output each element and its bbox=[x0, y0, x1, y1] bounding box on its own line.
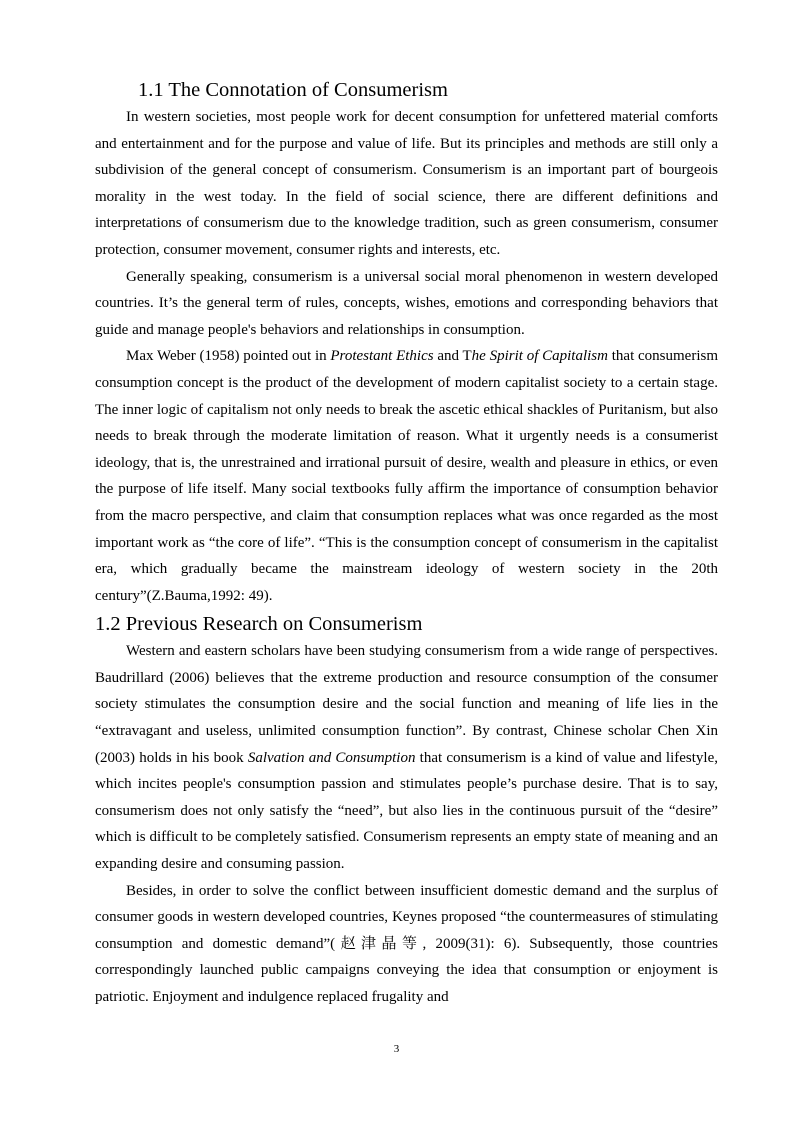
document-page bbox=[95, 76, 718, 1011]
text-segment: Western and eastern scholars have been studying consumerism from a wide range of perspectives. Baudrillard (2006) believes that the extreme production and resource consumption of the consumer society stimulates the consumption desire and the social function and meaning of life lies in the “extravagant and useless, unlimited consumption function”. By contrast, Chinese scholar Chen Xin (2003) holds in his book bbox=[95, 643, 718, 766]
book-title-spirit-of-capitalism: he Spirit of Capitalism bbox=[471, 348, 608, 365]
paragraph-western-eastern-scholars bbox=[95, 638, 718, 877]
page-number: 3 bbox=[393, 1043, 400, 1055]
text-segment: and T bbox=[433, 348, 472, 365]
text-segment: Max Weber (1958) pointed out in bbox=[126, 348, 331, 365]
section-heading-previous-research: 1.2 Previous Research on Consumerism bbox=[95, 613, 423, 636]
book-title-salvation-and-consumption: Salvation and Consumption bbox=[247, 749, 416, 766]
paragraph-generally-speaking: Generally speaking, consumerism is a universal social moral phenomenon in western developed countries. It’s the general term of rules, concepts, wishes, emotions and corresponding behaviors that guide and manage people's behaviors and relationships in consumption. bbox=[95, 268, 718, 338]
paragraph-western-societies: In western societies, most people work for decent consumption for unfettered material comforts and entertainment and for the purpose and value of life. But its principles and methods are still only a subdivision of the general concept of consumerism. Consumerism is an important part of bourgeois morality in the west today. In the field of social science, there are different definitions and interpretations of consumerism due to the knowledge tradition, such as green consumerism, consumer protection, consumer movement, consumer rights and interests, etc. bbox=[95, 109, 718, 258]
paragraph-max-weber bbox=[95, 343, 718, 609]
section-heading-connotation: 1.1 The Connotation of Consumerism bbox=[138, 79, 448, 101]
text-segment: that consumerism consumption concept is the product of the development of modern capitalist society to a certain stage. The inner logic of capitalism not only needs to break the ascetic ethical shackles of Puritanism, but also needs to break through the moderate limitation of reason. What it urgently needs is a consumerist ideology, that is, the unrestrained and irrational pursuit of desire, wealth and pleasure in ethics, or even the purpose of life itself. Many social textbooks fully affirm the importance of consumption behavior from the macro perspective, and claim that consumption replaces what was once regarded as the most important work as “the core of life”. “This is the consumption concept of consumerism in the capitalist era, which gradually became the mainstream ideology of western society in the 20th century”(Z.Bauma,1992: 49). bbox=[95, 348, 718, 604]
paragraph-besides-keynes: Besides, in order to solve the conflict between insufficient domestic demand and the surplus of consumer goods in western developed countries, Keynes proposed “the countermeasures of stimulating consumption and domestic demand”(赵津晶等, 2009(31): 6). Subsequently, those countries correspondingly launched public campaigns conveying the idea that consumption or enjoyment is patriotic. Enjoyment and indulgence replaced frugality and bbox=[95, 882, 718, 1005]
text-segment: that consumerism is a kind of value and lifestyle, which incites people's consumption passion and stimulates people’s purchase desire. That is to say, consumerism does not only satisfy the “need”, but also lies in the continuous pursuit of the “desire” which is difficult to be completely satisfied. Consumerism represents an empty state of meaning and an expanding desire and consuming passion. bbox=[95, 749, 718, 873]
book-title-protestant-ethics: Protestant Ethics bbox=[330, 348, 434, 365]
